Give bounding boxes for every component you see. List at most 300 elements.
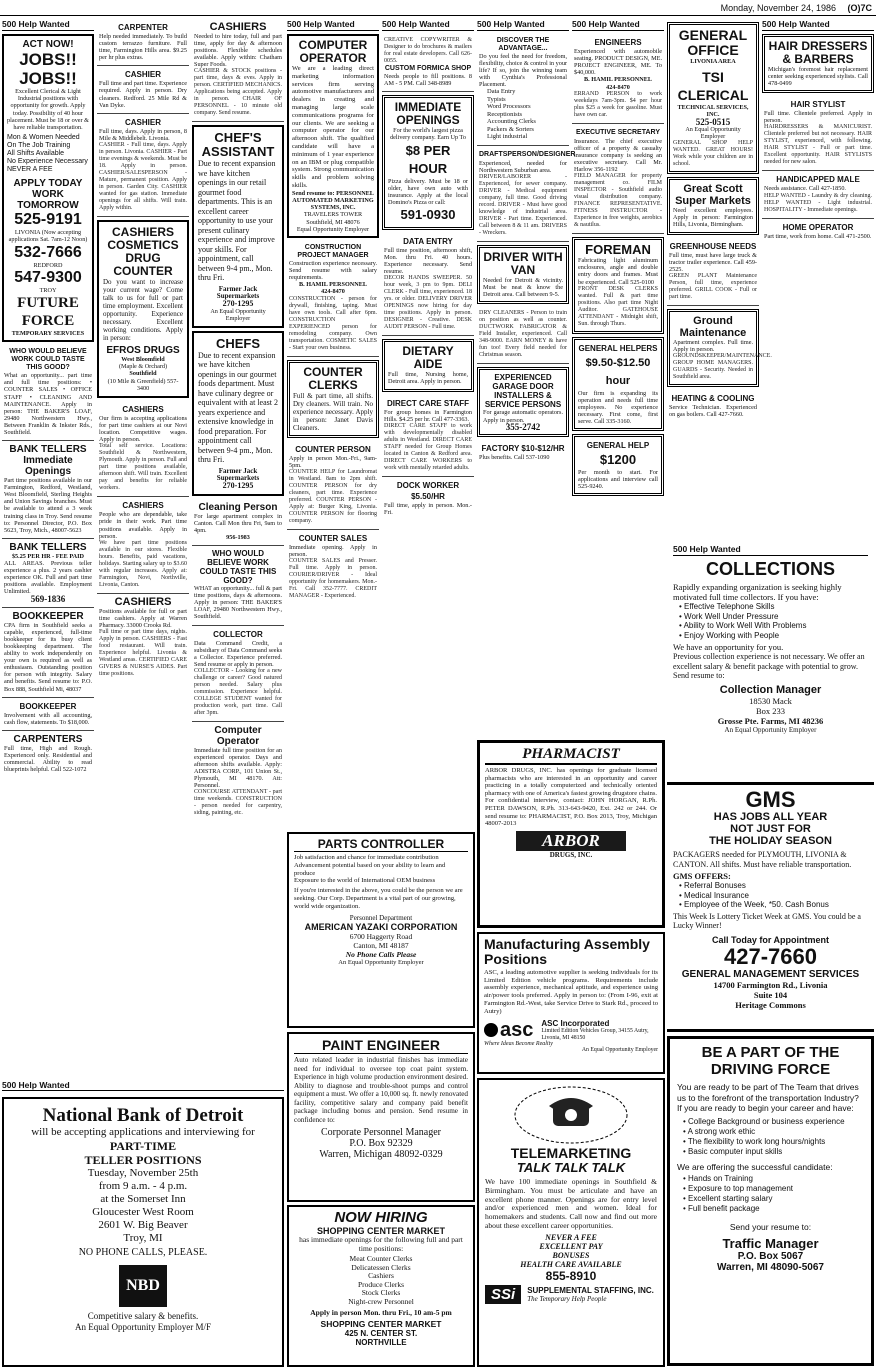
ad-title: COMPUTER OPERATOR — [298, 38, 368, 65]
ad-addr: 425 N. CENTER ST. — [344, 1329, 418, 1338]
ad-cashiers-chatham — [192, 19, 284, 122]
ad-cashiers — [97, 401, 189, 497]
list-item: Word Processors — [487, 103, 531, 111]
bullet: Advancement potential based on your ability to learn and produce — [294, 861, 446, 877]
ad-title: DRIVER WITH VAN — [483, 250, 563, 278]
ad-company: Farmer Jack Supermarkets — [216, 284, 260, 301]
ad-phone: 525-0515 — [695, 116, 731, 127]
bullet: No Experience Necessary — [7, 158, 88, 166]
column-5 — [382, 19, 474, 839]
ad-title: COLLECTIONS — [706, 559, 835, 579]
store-addr: (10 Mile & Greenfield) 557-3400 — [107, 377, 179, 392]
list-item: Night-crew Personnel — [348, 1296, 414, 1306]
ad-note: No Phone Calls Please — [345, 949, 417, 959]
ad-ground-maintenance — [667, 309, 772, 387]
ad-body: Full & part time, all shifts. Dry cleaners. Will train. No experience necessary. Apply in person: Janet Davis Cleaners. — [293, 391, 373, 432]
ad-factory — [477, 440, 569, 465]
phone-troy: 547-9300 — [14, 268, 82, 286]
ad-body: has immediate openings for the following full and part time positions: — [299, 1235, 463, 1253]
ad-title: Computer Operator — [214, 724, 262, 747]
ad-addr: Box 233 — [755, 705, 786, 716]
ad-list — [479, 88, 567, 141]
bullet: On The Job Training — [7, 142, 71, 150]
ad-body: Full time position, afternoon shift, Mon. thru Fri. 40 hours. Experience necessary. Send resume. — [384, 246, 472, 276]
ad-collections — [667, 540, 874, 780]
ad-body: Our firm is expanding its operation and needs full time employees. No experience necessary. First come, first serve. Call 335-3160. — [578, 389, 658, 425]
ad-sub: Send resume to: PERSONNEL — [292, 189, 374, 197]
ad-apply: APPLY TODAY WORK TOMORROW — [13, 178, 83, 212]
ad-body: ARBOR DRUGS, INC. has openings for graduate licensed pharmacists who are interested in an opportunity and career practicing in a totally computerized and technically oriented pharmacy with one of America's fastest growing drugstore chains. For confidential interview, contact: JOHN HORGAN, R.Ph. PETER DAWSON, R.Ph. 313-643-9420, Ext. 242 or 244. Or send resume to: PHARMACIST, P.O. Box 2013, Troy, Michigan 48007-2013 — [485, 767, 657, 828]
ad-sub: For the world's largest pizza delivery company. Earn Up To — [390, 127, 466, 142]
ad-title: PHARMACIST — [485, 746, 657, 765]
column-2 — [97, 19, 189, 739]
ad-title: BE A PART OF THE DRIVING FORCE — [701, 1044, 840, 1078]
filler-classifieds: FIELD MANAGER for property management co. FILM INSPECTOR - Southfield audio visual distribution company. FINANCE REPRESENTATIVE. FITNESS INSTRUCTOR - Experience in free weights, aerobics & nautilus. — [574, 173, 662, 229]
ad-draftsperson — [477, 146, 576, 242]
ad-company: SUPPLEMENTAL STAFFING, INC. — [527, 1285, 654, 1295]
ad-company: AMERICAN YAZAKI CORPORATION — [304, 921, 458, 932]
ad-driver-van — [477, 245, 569, 304]
ad-bullets — [294, 854, 468, 885]
ad-cashiers-3 — [97, 594, 189, 682]
ad-eoe: An Equal Opportunity Employer — [724, 725, 817, 734]
nbd-logo — [119, 1265, 167, 1307]
ad-note: HEALTH CARE AVAILABLE — [520, 1259, 622, 1269]
page-number: (O)7C — [847, 3, 872, 13]
filler-classifieds: Total self service. Locations: Southfield & Northwestern, Plymouth. Apply in person. Full and part time positions available, afternoon shift. Will train. Excellent pay and benefits for reliable workers. — [99, 443, 187, 492]
ad-footer: An Equal Opportunity Employer M/F — [75, 1322, 211, 1332]
bullet: • Full benefit package — [683, 1204, 864, 1214]
store-loc: Southfield — [129, 370, 157, 378]
filler-classifieds: CASHIER & STOCK positions - part time, days & eves. Apply in person. CERTIFIED MECHANICS. Applications being accepted. Apply in person. CHAIR OF PERSONNEL - 10 minute old company. Send resume. — [194, 68, 282, 117]
ad-carpenters — [2, 731, 94, 777]
ad-title: NOW HIRING — [334, 1209, 428, 1226]
ad-cashiers-2 — [97, 497, 189, 593]
filler-classifieds: Full time or part time days, nights. Apply in person. CASHIERS - Fast food restaurant. Will train. Experience helpful. Livonia & Westland areas. CERTIFIED CARE GIVERS & NURSE'S AIDES. Part time positions. — [99, 628, 187, 677]
ad-offers-title: GMS OFFERS: — [673, 871, 731, 881]
ad-title: CHEF'S ASSISTANT — [201, 130, 275, 160]
bullet: • Effective Telephone Skills — [679, 602, 868, 612]
filler-classifieds: CASHIER - Full time, days. Apply in person. Livonia. CASHIER - Part time evenings & weekends. Must be 18. Apply in person. CASHIER/SALESPERSON - Mature, permanent position. Apply in person. Garden City. CASHIER wanted for gas station. Immediate openings for all shifts. Will train. Apply within. — [99, 141, 187, 211]
ad-body: PACKAGERS needed for PLYMOUTH, LIVONIA & CANTON. All shifts. Must have reliable transportation. — [673, 850, 852, 869]
ad-computer-operator-ams — [287, 34, 379, 238]
ad-body: What an opportunity... part time and full time positions: • COUNTER SALES • OFFICE STAFF • CLEANING AND MAINTENANCE. Apply in person: THE BAKER'S LOAF, 29480 Northwestern Hwy., Between Franklin & Inkster Rds., Southfield. — [4, 372, 92, 436]
ad-sub: LIVONIA AREA — [690, 58, 736, 65]
ad-phone: 855-8910 — [545, 1268, 597, 1283]
ad-garage-door — [477, 367, 569, 436]
ad-addr: Warren, MI 48090-5067 — [717, 1261, 824, 1273]
store-loc: West Bloomfield — [121, 355, 165, 363]
ad-cleaning-person — [192, 499, 284, 546]
ad-construction-pm — [287, 241, 379, 357]
section-heading: 500 Help Wanted — [572, 19, 664, 31]
ad-body: We have 100 immediate openings in Southfield & Birmingham. You must be articulate and have an excellent phone manner. Openings are for entry level and/or experienced men and women. Ideal for homemakers and students. Call now and find out more about these excellent career opportunities. — [485, 1177, 657, 1230]
phone-loc: REDFORD — [33, 261, 63, 269]
store-name: EFROS DRUGS — [106, 344, 180, 356]
ad-body: WHAT an opportunity... full & part time positions, days & afternoons. Apply in person: THE BAKER'S LOAF, 29480 Northwestern Hwy., Southfield. — [194, 585, 282, 621]
ad-bookkeeper-2 — [2, 698, 94, 731]
ad-title: CASHIERS COSMETICS DRUG COUNTER — [107, 224, 179, 278]
ad-title: PAINT ENGINEER — [294, 1037, 468, 1054]
ad-title: BANK TELLERS — [9, 541, 87, 553]
store-addr: (Maple & Orchard) — [118, 363, 168, 371]
ad-title: Great Scott Super Markets — [675, 183, 751, 208]
ad-phone: 427-7660 — [724, 943, 817, 969]
ad-title: DIETARY AIDE — [402, 344, 454, 372]
ad-body: Needs people to fill positions. 8 AM - 5 PM. Call 348-8989 — [384, 73, 472, 88]
bullet: • Exposure to top management — [683, 1184, 864, 1194]
ad-addr: 6700 Haggerty Road — [349, 931, 413, 941]
ad-body: Positions available for full or part time cashiers. Apply at Warren Pharmacy. 33000 Crooks Rd. — [99, 607, 187, 629]
bullet: • Enjoy Working with People — [679, 631, 868, 641]
logo-text: ARBOR — [542, 830, 600, 850]
ad-body: Full time. Clientele preferred. Apply in person. — [764, 110, 872, 125]
bullet: • Referral Bonuses — [679, 881, 868, 891]
ad-title: CASHIERS — [114, 595, 172, 608]
ad-phone: 956-1983 — [226, 533, 250, 541]
ad-body: Auto related leader in industrial finishes has immediate need for individual to oversee top coat paint system. Experience in high volume production environment desired. Ability to diagnose and trouble-shoot pumps and control equipment a must. We offer a 10,000 sq. ft. newly renovated facility, competitive salary and company paid benefit package including bonus and pension. Send resume in confidence to: — [294, 1056, 468, 1124]
ad-efros-drugs — [97, 220, 189, 398]
ad-note: NEVER A FEE — [545, 1232, 597, 1242]
ad-discover — [477, 34, 569, 146]
ad-general-office — [667, 22, 759, 174]
ad-title: TELEMARKETING — [510, 1145, 632, 1161]
ad-paint-engineer — [287, 1032, 475, 1202]
ad-title: IMMEDIATE OPENINGS — [394, 100, 462, 128]
ad-note: This Week Is Lottery Ticket Week at GMS. You could be a Lucky Winner! — [673, 911, 861, 930]
ad-sub: THE HOLIDAY SEASON — [709, 835, 832, 847]
ad-body: Part time positions available in our Farmington, Redford, Westland, West Bloomfield, Sterling Heights and Union Savings branches. Must be available to attend a 3 week training class in Troy. Send resume to: Personnel Director, P.O. Box 5623, Troy, Mich., 48007-5623 — [4, 477, 92, 534]
ad-body: Full time and part time. Experience required. Apply in person. Dry cleaners. Redford. 25 Mile Rd & Van Dyke. — [99, 80, 187, 109]
ad-title: National Bank of Detroit — [42, 1105, 244, 1126]
bullet: Job satisfaction and chance for immediate contribution — [294, 854, 439, 861]
ad-dietary-aide — [382, 339, 474, 391]
ad-company: ASC Incorporated — [541, 1019, 610, 1029]
list-item: Cashiers — [368, 1271, 394, 1280]
ad-title: DRAFTSPERSON/DESIGNER — [479, 150, 576, 158]
ad-body: Full time, must have large truck & tractor trailer experience. Call 459-2525. — [669, 251, 757, 273]
ad-body: Needs assistance. Call 427-1850. — [764, 185, 846, 193]
section-heading: 500 Help Wanted — [762, 19, 874, 31]
ad-addr: P.O. Box 92329 — [349, 1138, 413, 1149]
filler-classifieds: We have part time positions available in our stores. Flexible hours. Benefits, paid vacations, holidays. Starting salary up to $3.60 with regular increases. Apply at: Farmington, Novi, Northville, Livonia, Canton. — [99, 539, 187, 588]
filler-classifieds: FRONT DESK CLERKS wanted. Full & part time positions. Also part time Night Auditor. GATEHOUSE ATTENDANT - Midnight shift, Sun. through Thurs. — [578, 285, 658, 327]
ad-body: Fabricating light aluminum enclosures, angle and double entry doors and frames. Must be experienced. Call 525-0100 — [578, 257, 658, 286]
ad-nbd — [2, 1097, 284, 1367]
bullet: • Medical Insurance — [679, 891, 868, 901]
ad-telemarketing — [477, 1078, 665, 1367]
bullet: • Hands on Training — [683, 1174, 864, 1184]
ad-body: If you're interested in the above, you could be the person we are seeking. Our Corp. Department is a vital part of our growing, world wide organization. — [294, 887, 463, 910]
list-item: Meat Counter Clerks — [349, 1254, 413, 1263]
ad-send: Send your resume to: — [729, 1221, 812, 1232]
bullet: • College Background or business experience — [683, 1117, 864, 1127]
ad-chefs — [192, 331, 284, 496]
ad-title: Ground Maintenance — [679, 314, 747, 339]
ad-body: Data Command Credit, a subsidiary of Data Command seeks a Collector. Experience preferred. Send resume or apply in person. — [194, 639, 282, 668]
filler-classifieds: GREEN PLANT Maintenance Person, full time, experience preferred. GRILL COOK - Full or part time. — [669, 272, 757, 300]
section-heading: 500 Help Wanted — [382, 19, 474, 31]
ad-addr: Canton, MI 48187 — [353, 940, 409, 950]
phone-loc: LIVONIA (Now accepting applications Sat. 7am-12 Noon) — [8, 229, 88, 244]
arbor-logo — [516, 831, 626, 851]
ad-time: from 9 a.m. - 4 p.m. — [98, 1180, 188, 1192]
ad-title: FACTORY $10-$12/HR — [481, 443, 565, 453]
list-item: Accounting Clerks — [487, 118, 536, 126]
ad-phone: 424-8470 — [321, 288, 345, 296]
filler-classifieds: CONCOURSE ATTENDANT - part time weekends. CONSTRUCTION - person needed for carpentry, siding, painting, etc. — [194, 789, 282, 817]
ad-body: Apartment complex. Full time. Apply in person. — [673, 338, 753, 353]
ad-title: EXPERIENCED GARAGE DOOR INSTALLERS & SERVICE PERSONS — [484, 373, 562, 410]
brand-sub: TECHNICAL SERVICES, INC. — [677, 104, 749, 119]
filler-classifieds: DECOR HANDS SWEEPER. 50 hour week, 3 pm to 9pm. DELI CLERK - Full time, experienced. 18 yrs. or older. DELIVERY DRIVER OPENINGS now hiring for day time positions. Apply in person. DESIGNER - Creative. DESK AUDIT PERSON - Full time. — [384, 275, 472, 331]
ad-rate: $9.50-$12.50 hour — [585, 356, 651, 387]
ad-addr: Warren, Michigan 48092-0329 — [319, 1149, 443, 1160]
list-item: Light industrial — [487, 133, 528, 141]
ad-direct-care — [382, 395, 474, 477]
ad-collector — [192, 626, 284, 722]
brand-name: FUTURE FORCE — [17, 295, 79, 330]
ad-driving-force — [667, 1036, 874, 1366]
ssi-info — [527, 1286, 654, 1303]
ad-bank-tellers — [2, 441, 94, 539]
ad-addr: Troy, MI — [123, 1232, 163, 1244]
bullet: Mon & Women Needed — [7, 134, 80, 142]
phone-illustration — [511, 1084, 631, 1146]
ad-note: Previous collection experience is not necessary. We offer an excellent salary & benefit package with potential to grow. Send resume to: — [673, 652, 865, 680]
filler-classifieds: COLLECTOR - Looking for a new challenge or career? Good natured person needed. Salary plus commission. Experience helpful. COLLEGE STUDENT wanted for production work, part time. Call after 3pm. — [194, 667, 282, 716]
ad-title: BOOKKEEPER — [12, 610, 84, 622]
ad-company: Traffic Manager — [722, 1235, 819, 1251]
ad-addr: NORTHVILLE — [355, 1338, 407, 1347]
ad-note: NO PHONE CALLS, PLEASE. — [78, 1247, 208, 1258]
ad-company: Collection Manager — [719, 683, 822, 696]
ad-title: HAIR STYLIST — [790, 100, 846, 110]
ad-body: Full time, Nursing home, Detroit area. Apply in person. — [388, 371, 468, 386]
ad-eoe: An Equal Opportunity Employer — [581, 1047, 658, 1054]
ad-body: We are a leading direct marketing information services firm serving automotive manufacturers and dealers in creating and managing large scale communications programs for our clients. We are seeking a computer operator for our afternoon shift. The qualified candidate will have a minimum of 1 year experience on an IBM or plug compatible system. Strong communication skills and problem solving skills. — [292, 65, 374, 189]
ad-body: Construction experience necessary. Send resume with salary requirements. — [289, 259, 377, 282]
ad-note: BONUSES — [552, 1250, 590, 1260]
issue-date: Monday, November 24, 1986 — [720, 3, 836, 13]
ad-body: Full time, days. Apply in person, 8 Mile & Middlebelt. Livonia. — [99, 127, 187, 142]
ad-sub: HAS JOBS ALL YEAR — [713, 811, 828, 823]
filler-classifieds: ERRAND PERSON to work weekdays 7am-3pm. $4 per hour plus $25 a week for gasoline. Must have own car. — [574, 90, 662, 118]
ad-company: B. HAMIL PERSONNEL — [299, 281, 367, 289]
ad-now-hiring — [287, 1205, 475, 1367]
ad-title: COUNTER CLERKS — [303, 364, 363, 392]
ad-body: Experienced with automobile seating. PRODUCT DESIGN, ME. PROJECT ENGINEER, ME. To $40,000. — [574, 48, 662, 77]
bullet: • Employee of the Week, *50. Cash Bonus — [679, 900, 868, 910]
ad-title: DATA ENTRY — [403, 236, 453, 246]
ad-rate: $1200 — [599, 452, 637, 468]
ad-title: HAIR DRESSERS & BARBERS — [768, 39, 868, 66]
ad-company-sub: Limited Edition Vehicles Group, 34155 Autry, Livonia, MI 48150 — [541, 1028, 649, 1041]
section-heading: 500 Help Wanted — [477, 19, 569, 31]
ad-sub: TALK TALK TALK — [516, 1160, 626, 1175]
filler-dry-cleaners — [477, 307, 569, 364]
ad-bakers-loaf — [2, 345, 94, 441]
column-3 — [192, 19, 284, 817]
bullet: • Basic computer input skills — [683, 1147, 864, 1157]
ad-title: GMS — [745, 787, 796, 812]
ad-sub: SHOPPING CENTER MARKET — [316, 1226, 445, 1236]
ad-exec-secretary — [572, 124, 664, 234]
ad-body: Immediate opening. Apply in person. — [289, 543, 377, 558]
ad-home-operator — [762, 219, 874, 244]
ad-hair-dressers — [762, 34, 874, 93]
ad-position: PART-TIME — [109, 1139, 177, 1153]
ad-body: Needed to hire today, full and part time, apply for day & afternoon positions. Flexible schedules available. Apply within: Chatham Super Foods. — [194, 33, 282, 69]
bullet: NEVER A FEE — [7, 166, 53, 174]
logo-text: NBD — [126, 1277, 160, 1294]
ad-title: HANDICAPPED MALE — [776, 175, 860, 185]
ad-hair-stylist — [762, 96, 874, 171]
ad-company: AUTOMATED MARKETING SYSTEMS, INC. — [292, 196, 374, 212]
ad-great-scott — [667, 177, 759, 234]
filler-classifieds: HAIRDRESSERS & MANICURIST. Clientele preferred but not necessary. HAIR STYLIST, experienced, with following. HAIR STYLIST - Full or part time. Excellent opportunity. HAIR STYLISTS needed for new salon. — [764, 124, 872, 166]
ad-parts-controller — [287, 832, 475, 1028]
filler-classifieds: GENERAL SHOP HELP WANTED. GREAT HOURS! Work while your children are in school. — [673, 140, 753, 168]
ad-title: CASHIERS — [209, 21, 267, 33]
ad-contact: Personnel Department — [349, 913, 413, 922]
ad-body: Rapidly expanding organization is seeking highly motivated full time collectors. If you have: — [673, 582, 842, 602]
ad-apply: Apply in person Mon. thru Fri., 10 am-5 pm — [310, 1308, 452, 1317]
filler-classifieds: CONSTRUCTION - person for drywall, finishing, taping. Must have own tools. Call after 6pm. CONSTRUCTION EXPERIENCED person for remodeling company. Own transportation. COSMETIC SALES - Start your own business. — [289, 295, 377, 351]
ad-company: B. HAMIL PERSONNEL — [584, 76, 652, 84]
ad-foreman — [572, 237, 664, 333]
ad-body: Experienced, needed for Northwestern Suburban area. — [479, 159, 567, 175]
ad-title: WHO WOULD BELIEVE WORK COULD TASTE THIS GOOD? — [199, 549, 277, 586]
ad-title: WHO WOULD BELIEVE WORK COULD TASTE THIS GOOD? — [9, 348, 87, 372]
ad-body: Part time, work from home. Call 471-2500. — [764, 232, 872, 240]
ad-offers — [677, 1174, 864, 1214]
ad-company: Corporate Personnel Manager — [321, 1127, 441, 1138]
ad-body: Pizza delivery. Must be 18 or older, have own auto with insurance. Apply at the local Domino's Pizza or call: — [388, 177, 468, 206]
ad-body: Insurance. The chief executive officer of a property & casualty insurance company is seeking an executive secretary. Call Mr. Harlow 356-1192 — [574, 137, 662, 174]
ad-bakers-loaf-2 — [192, 546, 284, 625]
ad-body: Service Technician. Experienced on gas boilers. Call 427-7660. — [669, 403, 757, 419]
bullet: • A strong work ethic — [683, 1127, 864, 1137]
filler-classifieds: HELP WANTED - Laundry & dry cleaning. HELP WANTED - Light industrial. HOSPITALITY - Immediate openings. — [764, 192, 872, 213]
bullet: • The flexibility to work long hours/nights — [683, 1137, 864, 1147]
ad-opp: We have an opportunity for you. — [673, 642, 784, 652]
ad-place: Gloucester West Room — [92, 1206, 194, 1218]
filler-classifieds: COUNTER SALES and Presser. Full time. Apply in person. COURIER/DRIVER - Ideal opportunity for homemakers. Mon.-Fri. Call 352-7777. CREDIT MANAGER - Experienced. — [289, 558, 377, 600]
ad-counter-sales — [287, 530, 379, 604]
list-item: Packers & Sorters — [487, 125, 534, 133]
ad-title: EXECUTIVE SECRETARY — [575, 128, 660, 136]
ad-list — [294, 1255, 468, 1306]
filler-classifieds: GROUNDSKEEPER/MAINTENANCE. GROUP HOME MANAGERS. GUARDS - Security. Needed in Southfield area. — [673, 352, 772, 380]
phone-redford: 532-7666 — [14, 243, 82, 261]
filler-classifieds: COUNTER HELP for Laundromat in Westland. 8am to 2pm shift. COUNTER PERSON for dry cleaners, part time. Experience preferred. COUNTER PERSON - Apply at: Burger King, Livonia. COUNTER PERSON for flooring company. — [289, 468, 377, 524]
ad-title: DIRECT CARE STAFF — [386, 398, 470, 408]
ad-body: Our firm is accepting applications for part time cashiers at our Novi location. Competitive wages. Apply in person. — [99, 414, 187, 444]
ad-title: COUNTER PERSON — [295, 444, 371, 454]
ad-addr: Suite 104 — [753, 989, 788, 1000]
list-item: Data Entry — [487, 88, 516, 96]
ad-title: DOCK WORKER $5.50/HR — [396, 480, 460, 501]
ad-bank-tellers-2 — [2, 539, 94, 608]
list-item: Receptionists — [487, 110, 523, 118]
ad-title: GENERAL OFFICE — [678, 27, 748, 58]
ad-bullets — [7, 134, 89, 174]
bullet: • Excellent starting salary — [683, 1194, 864, 1204]
phone-loc: TROY — [39, 286, 57, 294]
ad-sub: NOT JUST FOR — [730, 823, 811, 835]
logo-text: asc — [500, 1019, 534, 1042]
ad-city: Southfield, MI 48076 — [306, 218, 360, 226]
section-heading: 500 Help Wanted — [287, 19, 379, 31]
ad-title: CUSTOM FORMICA SHOP — [384, 65, 472, 72]
ad-title: CHEFS — [215, 335, 261, 351]
ad-cashier-2 — [97, 114, 189, 217]
ad-handicapped — [762, 171, 874, 218]
ad-carpenter — [97, 19, 189, 66]
ad-phone: 355-2742 — [505, 421, 541, 432]
bullet: Exposure to the world of International OEM business — [294, 877, 436, 885]
ad-pharmacist — [477, 740, 665, 928]
filler-classifieds: DIRECT CARE STAFF to work with developmentally disabled adults in Westland. DIRECT CARE STAFF needed for Group Homes located in Canton & Redford area. DIRECT CARE WORKERS to work with mentally retarded adults. — [384, 422, 472, 471]
ad-title: COUNTER SALES — [298, 533, 368, 543]
logo-sub: DRUGS, INC. — [549, 850, 593, 859]
ad-cashier — [97, 66, 189, 113]
ad-phone: 591-0930 — [400, 206, 456, 222]
ad-date: Tuesday, November 25th — [87, 1167, 199, 1179]
ad-body: Need excellent employees. Apply in person: Farmington Hills, Livonia, Birmingham. — [673, 207, 753, 229]
list-item: Delicatessen Clerks — [351, 1262, 411, 1272]
ad-phone: 270-1295 — [222, 481, 254, 491]
ad-call: Call Today for Appointment — [712, 934, 829, 945]
ad-body: Michigan's foremost hair replacement center seeking experienced stylists. Call 478-0499 — [768, 66, 868, 88]
ad-body: will be accepting applications and interviewing for — [31, 1126, 255, 1138]
ad-phone: 424-8470 — [606, 83, 630, 91]
ad-body: Per month to start. For applications and interview call 525-9240. — [578, 469, 658, 491]
ad-addr: Heritage Commons — [735, 999, 806, 1010]
ad-title: DISCOVER THE ADVANTAGE... — [496, 37, 550, 52]
column-9 — [762, 19, 874, 539]
ad-chefs-assistant — [192, 125, 284, 328]
ad-company: GENERAL MANAGEMENT SERVICES — [681, 968, 860, 980]
ad-note: EXCELLENT PAY — [539, 1241, 603, 1251]
ad-general-help — [572, 434, 664, 496]
ad-title: HEATING & COOLING — [671, 393, 755, 403]
ad-addr: TRAVELERS TOWER — [303, 211, 363, 219]
ad-title: ENGINEERS — [594, 38, 642, 47]
asc-info — [541, 1019, 658, 1041]
ad-addr: 14700 Farmington Rd., Livonia — [713, 979, 828, 990]
ad-title: CARPENTER — [118, 23, 168, 32]
ad-dominos — [382, 95, 474, 230]
asc-logo — [484, 1020, 533, 1040]
ad-title: BANK TELLERS Immediate Openings — [9, 444, 87, 478]
ad-company: Farmer Jack Supermarkets — [216, 466, 260, 483]
section-heading: 500 Help Wanted — [2, 19, 94, 31]
ad-body: ASC, a leading automotive supplier is seeking individuals for its Limited Edition vehicle programs. Requirements include assembly experience, mechanical aptitude, and experience using air/power tools preferred. Apply in person to: (From I-96, exit at Farmington Rd.-West, take Service Drive to Stark Rd., proceed to Autry) — [484, 969, 658, 1015]
list-item: Typists — [487, 95, 506, 103]
ad-gms — [667, 782, 874, 1032]
brand-sub: TEMPORARY SERVICES — [11, 330, 85, 338]
ad-place: at the Somerset Inn — [100, 1193, 186, 1205]
ad-body: Do you feel the need for freedom, flexibility, choice & control in your life? If so, join the winning team with Cynthia's Professional Placement. — [479, 53, 567, 89]
ad-addr: 18530 Mack — [749, 695, 792, 706]
ad-body: Involvement with all accounting, cash flow, statements. To $18,000. — [4, 711, 92, 726]
ad-title: JOBS!! JOBS!! — [19, 50, 77, 88]
ad-body: For group homes in Farmington Hills. $4.25 per hr. Call 477-3363. — [384, 408, 472, 423]
ad-addr: 2601 W. Big Beaver — [98, 1219, 188, 1231]
ad-body: Full time, High and Rough. Experienced only. Residential and commercial. Ability to read blueprints helpful. Call 522-1072 — [4, 744, 92, 774]
